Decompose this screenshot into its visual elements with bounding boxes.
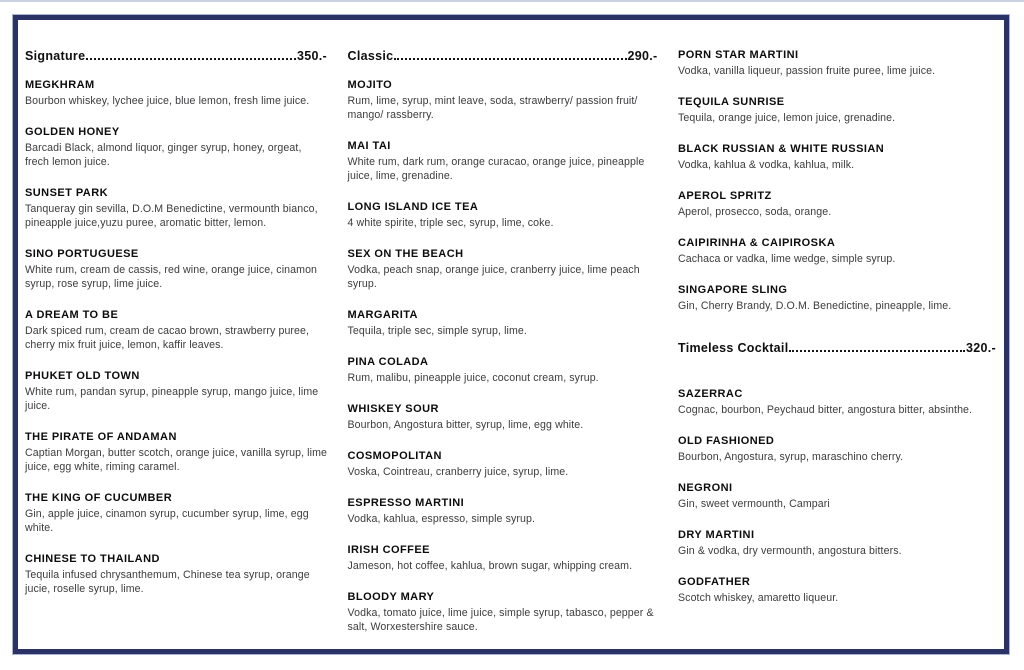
cocktail-ingredients: Voska, Cointreau, cranberry juice, syrup, lime.	[347, 466, 569, 478]
cocktail-name: MARGARITA	[347, 309, 418, 321]
cocktail-name: LONG ISLAND ICE TEA	[347, 201, 479, 213]
cocktail-name: THE KING OF CUCUMBER	[25, 492, 173, 504]
column-classic	[348, 48, 658, 651]
cocktail-name: BLOODY MARY	[347, 591, 435, 603]
cocktail-name: PORN STAR MARTINI	[678, 49, 799, 61]
cocktail-ingredients: Tequila, triple sec, simple syrup, lime.	[347, 325, 527, 337]
cocktail-name: NEGRONI	[678, 482, 733, 494]
cocktail-name: ESPRESSO MARTINI	[347, 497, 465, 509]
section-price: 320.-	[966, 341, 996, 355]
menu-columns	[18, 20, 1004, 661]
menu-item	[678, 575, 996, 605]
cocktail-ingredients: Tequila infused chrysanthemum, Chinese tea syrup, orange jucie, roselle syrup, lime.	[25, 569, 310, 595]
cocktail-ingredients: Cognac, bourbon, Peychaud bitter, angostura bitter, absinthe.	[678, 404, 973, 416]
cocktail-ingredients: Vodka, peach snap, orange juice, cranberry juice, lime peach syrup.	[347, 264, 640, 290]
section-title: Timeless Cocktail	[678, 341, 789, 355]
cocktail-name: SUNSET PARK	[25, 187, 108, 199]
menu-item	[348, 247, 658, 291]
menu-item	[348, 78, 658, 122]
cocktail-ingredients: 4 white spirite, triple sec, syrup, lime, coke.	[347, 217, 554, 229]
column-right	[678, 48, 996, 651]
dotted-leader	[394, 57, 626, 60]
menu-item	[678, 236, 996, 266]
cocktail-ingredients: Bourbon, Angostura bitter, syrup, lime, egg white.	[347, 419, 584, 431]
cocktail-ingredients: Gin, sweet vermounth, Campari	[678, 498, 830, 510]
cocktail-ingredients: Tequila, orange juice, lemon juice, grenadine.	[678, 112, 896, 124]
menu-border-frame	[13, 15, 1009, 654]
menu-item	[678, 48, 996, 78]
menu-item	[25, 430, 327, 474]
cocktail-ingredients: Rum, malibu, pineapple juice, coconut cream, syrup.	[347, 372, 599, 384]
menu-item	[25, 491, 327, 535]
cocktail-name: MOJITO	[347, 79, 393, 91]
cocktail-name: SEX ON THE BEACH	[347, 248, 464, 260]
menu-item	[348, 402, 658, 432]
cocktail-ingredients: Gin, apple juice, cinamon syrup, cucumber syrup, lime, egg white.	[25, 508, 309, 534]
menu-item	[348, 449, 658, 479]
section-title: Signature	[25, 49, 86, 63]
cocktail-name: GOLDEN HONEY	[25, 126, 120, 138]
column-signature	[25, 48, 327, 651]
dotted-leader	[789, 349, 965, 352]
cocktail-name: DRY MARTINI	[678, 529, 755, 541]
menu-item	[25, 247, 327, 291]
classic-items	[348, 78, 658, 634]
menu-item	[348, 590, 658, 634]
cocktail-ingredients: Vodka, kahlua, espresso, simple syrup.	[347, 513, 536, 525]
cocktail-name: COSMOPOLITAN	[347, 450, 442, 462]
menu-item	[678, 481, 996, 511]
cocktail-name: PHUKET OLD TOWN	[25, 370, 140, 382]
cocktail-ingredients: Gin, Cherry Brandy, D.O.M. Benedictine, pineapple, lime.	[678, 300, 952, 312]
cocktail-name: A DREAM TO BE	[25, 309, 119, 321]
cocktail-ingredients: Bourbon whiskey, lychee juice, blue lemon, fresh lime juice.	[25, 95, 310, 107]
cocktail-ingredients: Aperol, prosecco, soda, orange.	[678, 206, 832, 218]
cocktail-ingredients: Jameson, hot coffee, kahlua, brown sugar, whipping cream.	[347, 560, 633, 572]
timeless-items	[678, 387, 996, 605]
menu-item	[348, 200, 658, 230]
cocktail-name: TEQUILA SUNRISE	[678, 96, 785, 108]
cocktail-name: GODFATHER	[678, 576, 751, 588]
menu-item	[348, 543, 658, 573]
menu-item	[678, 189, 996, 219]
cocktail-ingredients: White rum, cream de cassis, red wine, orange juice, cinamon syrup, rose syrup, lime juice.	[25, 264, 318, 290]
cocktail-ingredients: Dark spiced rum, cream de cacao brown, strawberry puree, cherry mix fruit juice, lemon, kaffir leaves.	[25, 325, 310, 351]
cocktail-name: SAZERRAC	[678, 388, 743, 400]
dotted-leader	[86, 57, 296, 60]
menu-item	[25, 125, 327, 169]
menu-item	[25, 78, 327, 108]
menu-item	[678, 387, 996, 417]
cocktail-name: WHISKEY SOUR	[347, 403, 439, 415]
menu-item	[678, 95, 996, 125]
menu-item	[678, 434, 996, 464]
menu-item	[25, 186, 327, 230]
cocktail-name: THE PIRATE OF ANDAMAN	[25, 431, 177, 443]
section-title: Classic	[347, 49, 394, 63]
cocktail-ingredients: Captian Morgan, butter scotch, orange juice, vanilla syrup, lime juice, egg white, riming caramel.	[25, 447, 327, 473]
cocktail-ingredients: Scotch whiskey, amaretto liqueur.	[678, 592, 839, 604]
cocktail-name: MEGKHRAM	[25, 79, 95, 91]
section-header-timeless	[678, 340, 996, 356]
menu-item	[678, 142, 996, 172]
cocktail-name: APEROL SPRITZ	[678, 190, 772, 202]
cocktail-ingredients: Bourbon, Angostura, syrup, maraschino cherry.	[678, 451, 904, 463]
section-header-classic	[348, 48, 658, 64]
cocktail-ingredients: White rum, pandan syrup, pineapple syrup, mango juice, lime juice.	[25, 386, 319, 412]
cocktail-ingredients: Tanqueray gin sevilla, D.O.M Benedictine, vermounth bianco, pineapple juice,yuzu puree, aromatic bitter, lemon.	[25, 203, 318, 229]
menu-item	[25, 552, 327, 596]
cocktail-name: IRISH COFFEE	[347, 544, 430, 556]
cocktail-ingredients: Vodka, tomato juice, lime juice, simple syrup, tabasco, pepper & salt, Worxestershire sauce.	[347, 607, 654, 633]
cocktail-name: CAIPIRINHA & CAIPIROSKA	[678, 237, 836, 249]
cocktail-ingredients: Rum, lime, syrup, mint leave, soda, strawberry/ passion fruit/ mango/ rassberry.	[347, 95, 638, 121]
cocktail-name: MAI TAI	[347, 140, 391, 152]
menu-item	[348, 355, 658, 385]
menu-item	[348, 139, 658, 183]
section-price: 350.-	[297, 49, 327, 63]
menu-item	[678, 283, 996, 313]
menu-item	[25, 369, 327, 413]
cocktail-ingredients: Vodka, kahlua & vodka, kahlua, milk.	[678, 159, 855, 171]
cocktail-name: CHINESE TO THAILAND	[25, 553, 160, 565]
menu-item	[25, 308, 327, 352]
page-top-edge-line	[0, 0, 1024, 2]
section-header-signature	[25, 48, 327, 64]
menu-item	[348, 496, 658, 526]
cocktail-ingredients: Cachaca or vadka, lime wedge, simple syrup.	[678, 253, 896, 265]
section-price: 290.-	[627, 49, 658, 63]
cocktail-name: PINA COLADA	[347, 356, 429, 368]
signature-items	[25, 78, 327, 596]
cocktail-name: BLACK RUSSIAN & WHITE RUSSIAN	[678, 143, 885, 155]
cocktail-ingredients: White rum, dark rum, orange curacao, orange juice, pineapple juice, lime, grenadine.	[347, 156, 645, 182]
cocktail-name: OLD FASHIONED	[678, 435, 775, 447]
cocktail-name: SINGAPORE SLING	[678, 284, 788, 296]
menu-item	[348, 308, 658, 338]
cocktail-ingredients: Gin & vodka, dry vermounth, angostura bitters.	[678, 545, 902, 557]
cocktail-name: SINO PORTUGUESE	[25, 248, 139, 260]
cocktail-ingredients: Vodka, vanilla liqueur, passion fruite puree, lime juice.	[678, 65, 936, 77]
menu-item	[678, 528, 996, 558]
cocktail-ingredients: Barcadi Black, almond liquor, ginger syrup, honey, orgeat, frech lemon juice.	[25, 142, 302, 168]
classic-items-continued	[678, 48, 996, 313]
